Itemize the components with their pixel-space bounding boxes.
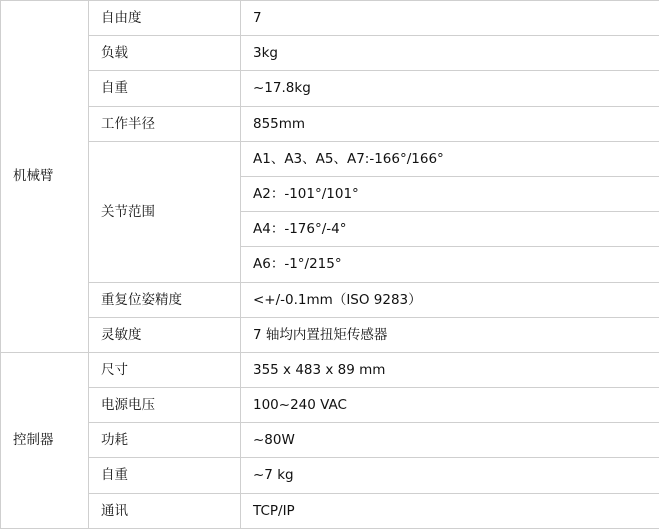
table-row: [1, 36, 659, 71]
row-value: TCP/IP: [241, 493, 659, 528]
row-value: ~7 kg: [241, 458, 659, 493]
row-value: 3kg: [241, 36, 659, 71]
row-label: 灵敏度: [89, 317, 241, 352]
row-value: 855mm: [241, 106, 659, 141]
row-label: 重复位姿精度: [89, 282, 241, 317]
row-value: 7: [241, 1, 659, 36]
table-row: [1, 423, 659, 458]
row-label: 自重: [89, 458, 241, 493]
row-value: 7 轴均内置扭矩传感器: [241, 317, 659, 352]
row-value: A4：-176°/-4°: [241, 212, 659, 247]
row-value: 100~240 VAC: [241, 388, 659, 423]
row-label: 通讯: [89, 493, 241, 528]
row-value: A6：-1°/215°: [241, 247, 659, 282]
row-value: A1、A3、A5、A7:-166°/166°: [241, 141, 659, 176]
row-value: <+/-0.1mm（ISO 9283）: [241, 282, 659, 317]
table-row: [1, 141, 659, 176]
group-cell-arm: 机械臂: [1, 1, 89, 353]
row-label: 功耗: [89, 423, 241, 458]
row-label: 自由度: [89, 1, 241, 36]
table-row: [1, 106, 659, 141]
row-label: 负载: [89, 36, 241, 71]
row-label-joint-range: 关节范围: [89, 141, 241, 282]
table-row: [1, 282, 659, 317]
row-label: 尺寸: [89, 352, 241, 387]
row-label: 自重: [89, 71, 241, 106]
table-row: [1, 388, 659, 423]
table-row: [1, 458, 659, 493]
row-value: ~17.8kg: [241, 71, 659, 106]
table-row: [1, 352, 659, 387]
row-label: 工作半径: [89, 106, 241, 141]
row-value: A2：-101°/101°: [241, 176, 659, 211]
table-row: [1, 1, 659, 36]
row-label: 电源电压: [89, 388, 241, 423]
row-value: ~80W: [241, 423, 659, 458]
table-row: [1, 71, 659, 106]
group-cell-controller: 控制器: [1, 352, 89, 528]
table-row: [1, 317, 659, 352]
row-value: 355 x 483 x 89 mm: [241, 352, 659, 387]
